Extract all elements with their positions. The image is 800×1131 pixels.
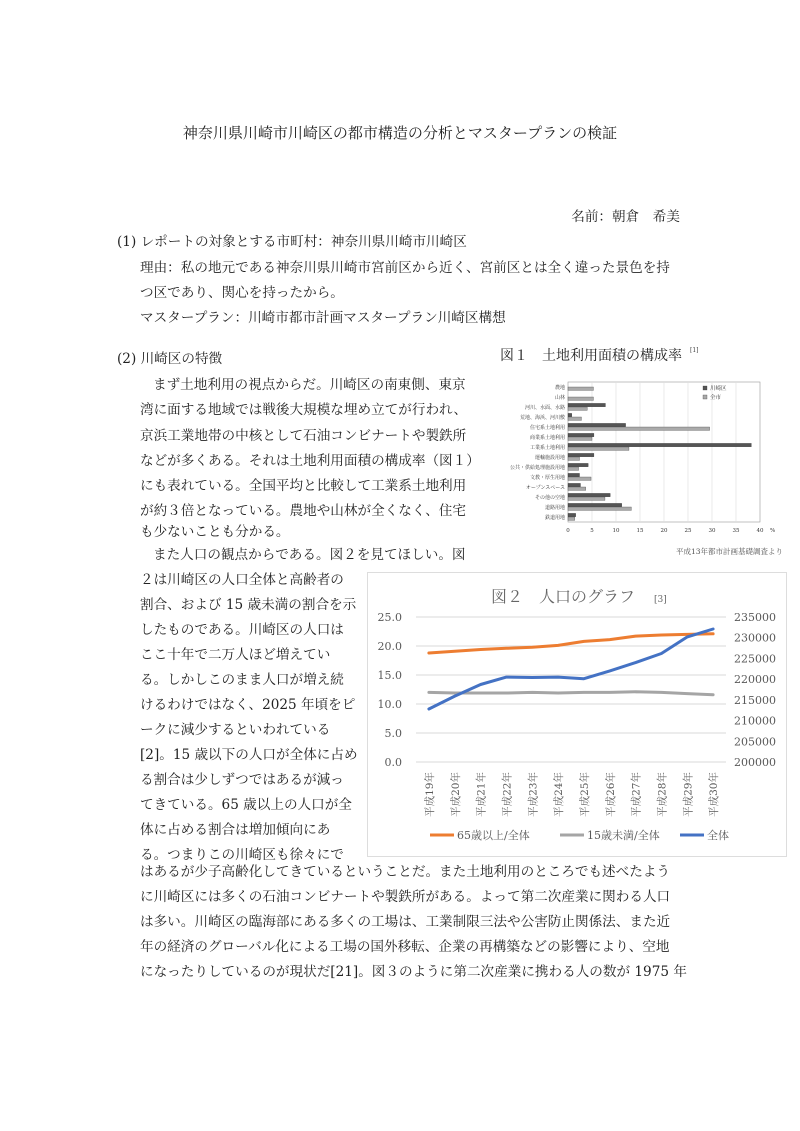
paragraph-line: てきている。65 歳以上の人口が全 [140, 797, 352, 813]
y-right-tick-label: 230000 [734, 631, 776, 645]
figure-2-population-chart [367, 572, 787, 857]
category-label: 鉄道用地 [544, 515, 565, 521]
paragraph-line: けるわけではなく、2025 年頃をピ [140, 697, 356, 713]
y-left-tick-label: 25.0 [377, 611, 402, 624]
bar-city [568, 497, 605, 500]
bar-city [568, 477, 591, 480]
y-right-tick-label: 235000 [734, 611, 776, 624]
x-tick-label: 平成24年 [553, 772, 566, 817]
y-left-tick-label: 0.0 [384, 756, 402, 769]
bar-city [568, 457, 580, 460]
x-tick-label: 25 [684, 528, 692, 534]
x-tick-label: 35 [732, 528, 740, 534]
bar-city [568, 517, 575, 520]
paragraph-line: ークに減少するといわれている [140, 722, 331, 738]
category-label: 道路用地 [544, 505, 565, 511]
bar-kawasaki-ku [568, 423, 626, 426]
bar-city [568, 437, 592, 440]
x-tick-label: 平成30年 [708, 772, 721, 817]
legend-swatch [703, 395, 707, 399]
bar-kawasaki-ku [568, 433, 594, 436]
bar-kawasaki-ku [568, 443, 751, 446]
paragraph-line: 湾に面する地域では戦後大規模な埋め立てが行われ、 [140, 402, 468, 418]
chart-source: 平成13年都市計画基礎調査より [675, 547, 783, 556]
bar-city [568, 407, 587, 410]
category-label: 山林 [554, 395, 565, 401]
series-line-全体 [429, 629, 713, 709]
x-tick-label: 平成26年 [604, 772, 617, 817]
paragraph-line: したものである。川崎区の人口は [140, 622, 344, 638]
category-label: その他の空地 [534, 495, 565, 501]
legend-label: 65歳以上/全体 [457, 829, 530, 842]
x-tick-label: 平成27年 [630, 772, 643, 817]
paragraph-line: る。つまりこの川崎区も徐々にで [140, 847, 344, 863]
category-label: 河川、水面、水路 [524, 405, 565, 411]
chart-title: 図１ 土地利用面積の構成率 [500, 348, 682, 364]
bar-kawasaki-ku [568, 483, 580, 486]
paragraph-line: る割合は少しずつではあるが減っ [140, 772, 344, 788]
bar-kawasaki-ku [568, 513, 576, 516]
legend-label: 全体 [707, 829, 729, 842]
bar-city [568, 387, 593, 390]
section-1-line: マスタープラン：川崎市都市計画マスタープラン川崎区構想 [140, 310, 506, 326]
category-label: 運輸施設用地 [534, 455, 565, 461]
category-label: 荒地、海浜、河川敷 [519, 415, 565, 421]
y-right-tick-label: 215000 [734, 693, 776, 707]
x-tick-label: 平成29年 [682, 772, 695, 817]
x-tick-label: 20 [660, 528, 668, 534]
paragraph-line: などが多くある。それは土地利用面積の構成率（図１） [140, 453, 480, 469]
legend-label: 15歳未満/全体 [587, 829, 660, 842]
x-tick-label: 平成25年 [578, 772, 591, 817]
paragraph-line: ここ十年で二万人ほど増えてい [140, 647, 331, 663]
y-right-tick-label: 205000 [734, 735, 776, 749]
y-right-tick-label: 210000 [734, 714, 776, 728]
paragraph-line: にも表れている。全国平均と比較して工業系土地利用 [140, 478, 467, 494]
y-left-tick-label: 10.0 [377, 698, 402, 711]
y-left-tick-label: 5.0 [384, 727, 402, 740]
bar-kawasaki-ku [568, 403, 605, 406]
series-line-65歳以上/全体 [429, 634, 713, 653]
category-label: 文教・厚生用地 [529, 475, 565, 481]
paragraph-line: はあるが少子高齢化してきているということだ。また土地利用のところでも述べたよう [140, 864, 671, 880]
bar-city [568, 507, 631, 510]
legend-label: 全市 [710, 395, 722, 401]
category-label: 商業系土地利用 [529, 435, 565, 441]
bar-city [568, 467, 579, 470]
paragraph-line: になったりしているのが現状だ[21]。図３のように第二次産業に携わる人の数が 1975 年 [140, 964, 687, 980]
category-label: 公共・供給処理施設用地 [509, 465, 565, 471]
y-left-tick-label: 20.0 [377, 640, 402, 653]
x-tick-label: 10 [612, 528, 620, 534]
bar-kawasaki-ku [568, 473, 580, 476]
series-line-15歳未満/全体 [429, 692, 713, 695]
x-tick-label: 平成19年 [423, 772, 436, 817]
y-right-tick-label: 220000 [734, 673, 776, 687]
paragraph-line: は多い。川崎区の臨海部にある多くの工場は、工業制限三法や公害防止関係法、また近 [140, 914, 671, 930]
x-tick-label: 5 [590, 528, 594, 534]
bar-city [568, 427, 710, 430]
x-unit: % [770, 528, 776, 534]
paragraph-line: [2]。15 歳以下の人口が全体に占め [140, 747, 358, 763]
legend-label: 川崎区 [710, 386, 727, 392]
paragraph-line: る。しかしこのまま人口が増え続 [140, 672, 344, 688]
chart-title-ref: [1] [690, 347, 699, 354]
bar-city [568, 487, 586, 490]
legend-swatch [703, 386, 707, 390]
paragraph-line: ２は川崎区の人口全体と高齢者の [140, 572, 344, 588]
bar-kawasaki-ku [568, 413, 572, 416]
chart-title: 図２ 人口のグラフ [490, 587, 636, 606]
section-1-line: 理由：私の地元である神奈川県川崎市宮前区から近く、宮前区とは全く違った景色を持 [140, 260, 670, 276]
x-tick-label: 30 [708, 528, 716, 534]
chart-title-ref: [3] [654, 595, 667, 605]
category-label: 工業系土地利用 [529, 445, 565, 451]
bar-kawasaki-ku [568, 463, 588, 466]
paragraph-line: も少ないことも分かる。 [140, 524, 290, 540]
paragraph-line: 体に占める割合は増加傾向にあ [140, 822, 331, 838]
bar-city [568, 397, 593, 400]
section-2-heading: (2) 川崎区の特徴 [117, 351, 223, 367]
category-label: オープンスペース [525, 485, 565, 491]
bar-kawasaki-ku [568, 453, 594, 456]
y-left-tick-label: 15.0 [377, 669, 402, 682]
paragraph-line: 割合、および 15 歳未満の割合を示 [140, 597, 357, 613]
y-right-tick-label: 225000 [734, 652, 776, 666]
x-tick-label: 15 [636, 528, 644, 534]
page-title: 神奈川県川崎市川崎区の都市構造の分析とマスタープランの検証 [182, 124, 618, 142]
bar-kawasaki-ku [568, 503, 622, 506]
paragraph-line: 年の経済のグローバル化による工場の国外移転、企業の再構築などの影響により、空地 [140, 939, 670, 955]
y-right-tick-label: 200000 [734, 756, 776, 769]
bar-city [568, 447, 629, 450]
x-tick-label: 平成28年 [656, 772, 669, 817]
x-tick-label: 40 [756, 528, 764, 534]
bar-city [568, 417, 581, 420]
x-tick-label: 平成21年 [475, 772, 488, 817]
x-tick-label: 平成22年 [501, 772, 514, 817]
x-tick-label: 平成20年 [449, 772, 462, 817]
category-label: 住宅系土地利用 [529, 425, 565, 431]
paragraph-line: 京浜工業地帯の中核として石油コンビナートや製鉄所 [140, 428, 467, 444]
figure-1-land-use-chart [498, 342, 793, 562]
section-1-line: つ区であり、関心を持ったから。 [140, 285, 344, 301]
x-tick-label: 平成23年 [527, 772, 540, 817]
paragraph-line: また人口の観点からである。図２を見てほしい。図 [153, 547, 466, 563]
bar-kawasaki-ku [568, 493, 610, 496]
x-tick-label: 0 [566, 528, 570, 534]
paragraph-line: に川崎区には多くの石油コンビナートや製鉄所がある。よって第二次産業に関わる人口 [140, 889, 671, 905]
paragraph-line: まず土地利用の視点からだ。川崎区の南東側、東京 [153, 377, 466, 393]
author-name: 名前：朝倉 希美 [571, 209, 680, 225]
section-1-heading: (1) レポートの対象とする市町村：神奈川県川崎市川崎区 [117, 234, 467, 250]
category-label: 農地 [554, 385, 565, 391]
paragraph-line: が約３倍となっている。農地や山林が全くなく、住宅 [140, 503, 466, 519]
